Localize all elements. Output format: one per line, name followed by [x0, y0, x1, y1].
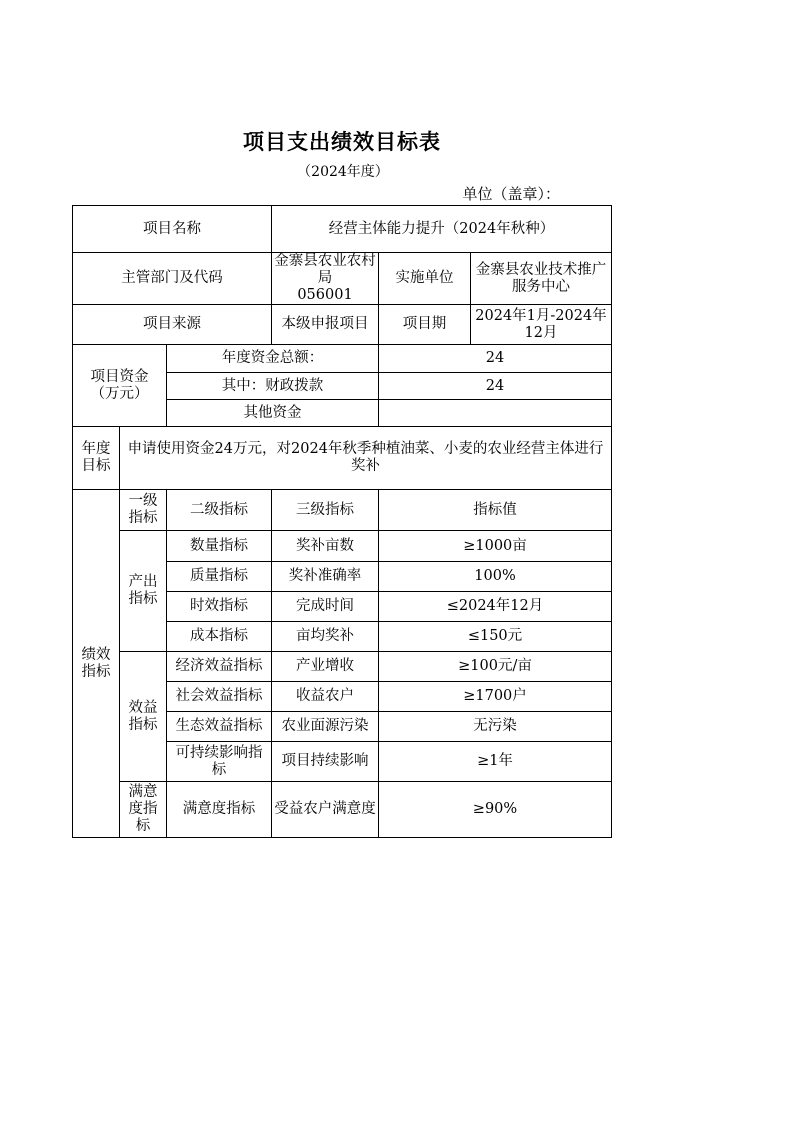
level2-header: 二级指标 — [167, 490, 272, 531]
level3-cell: 亩均奖补 — [272, 622, 379, 652]
funds-other-label: 其他资金 — [167, 400, 379, 427]
indicator-value-cell: 100% — [379, 562, 612, 592]
level1-header: 一级指标 — [120, 490, 167, 531]
indicator-value-cell: ≤150元 — [379, 622, 612, 652]
indicator-value-cell: ≥90% — [379, 782, 612, 838]
performance-indicators-label: 绩效指标 — [73, 490, 120, 838]
level2-cell: 可持续影响指标 — [167, 742, 272, 782]
level2-cell: 社会效益指标 — [167, 682, 272, 712]
department-value — [272, 253, 379, 305]
level2-cell: 生态效益指标 — [167, 712, 272, 742]
unit-seal-label: 单位（盖章）： — [462, 185, 560, 203]
output-indicators-label: 产出指标 — [120, 531, 167, 652]
source-row — [73, 305, 612, 345]
department-label: 主管部门及代码 — [73, 253, 272, 305]
department-code: 056001 — [297, 287, 353, 303]
table-row — [73, 782, 612, 838]
annual-goal-text: 申请使用资金24万元，对2024年秋季种植油菜、小麦的农业经营主体进行奖补 — [120, 427, 612, 490]
level2-cell: 满意度指标 — [167, 782, 272, 838]
value-header: 指标值 — [379, 490, 612, 531]
level3-cell: 受益农户满意度 — [272, 782, 379, 838]
level2-cell: 时效指标 — [167, 592, 272, 622]
annual-goal-row — [73, 427, 612, 490]
satisfaction-indicators-label: 满意度指标 — [120, 782, 167, 838]
funds-total-value: 24 — [379, 345, 612, 373]
level3-cell: 产业增收 — [272, 652, 379, 682]
implementing-unit-label: 实施单位 — [379, 253, 471, 305]
level3-cell: 项目持续影响 — [272, 742, 379, 782]
level3-cell: 奖补亩数 — [272, 531, 379, 562]
project-name-label: 项目名称 — [73, 206, 272, 253]
indicator-value-cell: ≥1700户 — [379, 682, 612, 712]
level2-cell: 成本指标 — [167, 622, 272, 652]
project-name-row — [73, 206, 612, 253]
year-subtitle: （2024年度） — [297, 164, 389, 180]
funds-fiscal-label: 其中：财政拨款 — [167, 373, 379, 400]
department-row — [73, 253, 612, 305]
level3-cell: 收益农户 — [272, 682, 379, 712]
benefit-indicators-label: 效益指标 — [120, 652, 167, 782]
level3-cell: 完成时间 — [272, 592, 379, 622]
funds-label — [73, 345, 167, 427]
indicator-value-cell: 无污染 — [379, 712, 612, 742]
table-row — [73, 652, 612, 682]
project-source-label: 项目来源 — [73, 305, 272, 345]
funds-other-value — [379, 400, 612, 427]
indicator-value-cell: ≥1000亩 — [379, 531, 612, 562]
indicator-value-cell: ≥100元/亩 — [379, 652, 612, 682]
indicator-header-row — [73, 490, 612, 531]
table-row — [73, 531, 612, 562]
level3-cell: 农业面源污染 — [272, 712, 379, 742]
indicator-value-cell: ≥1年 — [379, 742, 612, 782]
funds-total-label: 年度资金总额： — [167, 345, 379, 373]
project-period-label: 项目期 — [379, 305, 471, 345]
implementing-unit-value: 金寨县农业技术推广服务中心 — [471, 253, 612, 305]
department-name: 金寨县农业农村局 — [274, 253, 376, 286]
performance-goal-table — [72, 205, 612, 838]
funds-fiscal-value: 24 — [379, 373, 612, 400]
level2-cell: 数量指标 — [167, 531, 272, 562]
level2-cell: 经济效益指标 — [167, 652, 272, 682]
funds-label-line2: （万元） — [90, 385, 149, 402]
indicator-value-cell: ≤2024年12月 — [379, 592, 612, 622]
funds-row-total — [73, 345, 612, 373]
level3-cell: 奖补准确率 — [272, 562, 379, 592]
annual-goal-label: 年度目标 — [73, 427, 120, 490]
level2-cell: 质量指标 — [167, 562, 272, 592]
page-title: 项目支出绩效目标表 — [243, 130, 441, 154]
project-period-value: 2024年1月-2024年12月 — [471, 305, 612, 345]
funds-label-line1: 项目资金 — [90, 368, 149, 385]
project-name-value: 经营主体能力提升（2024年秋种） — [272, 206, 612, 253]
project-source-value: 本级申报项目 — [272, 305, 379, 345]
level3-header: 三级指标 — [272, 490, 379, 531]
